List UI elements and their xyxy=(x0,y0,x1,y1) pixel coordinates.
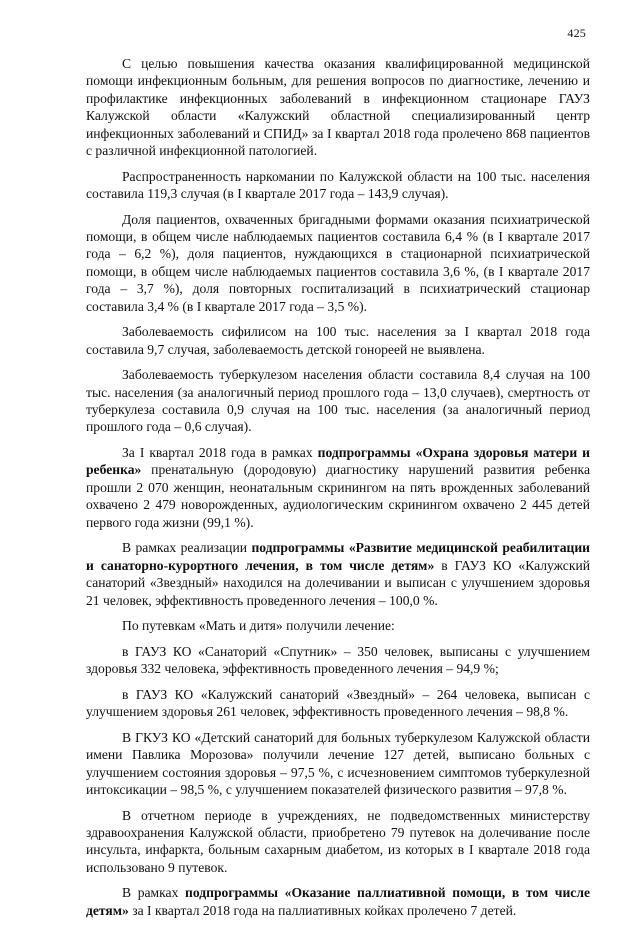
text-run: Распространенность наркомании по Калужской области на 100 тыс. населения составила 119,3 случая (в I квартале 2017 года – 143,9 случая). xyxy=(86,168,590,202)
paragraph xyxy=(86,884,590,919)
paragraph xyxy=(86,686,590,721)
bold-text-run: подпрограммы «Оказание паллиативной помощи, в том числе детям» xyxy=(86,885,591,918)
paragraph xyxy=(86,539,590,609)
paragraph xyxy=(86,729,590,799)
text-run: пренатальную (дородовую) диагностику нарушений развития ребенка прошли 2 070 женщин, неонатальным скринингом на пять врожденных заболеваний охвачено 2 479 новорожденных, аудиологическим скринингом охвачено 2 445 детей первого года жизни (99,1 %). xyxy=(86,462,590,530)
text-run: Доля пациентов, охваченных бригадными формами оказания психиатрической помощи, в общем числе наблюдаемых пациентов составила 6,4 % (в I квартале 2017 года – 6,2 %), доля пациентов, нуждающихся в стационарной психиатрической помощи, в общем числе наблюдаемых пациентов составила 3,6 %, (в I квартале 2017 года – 3,7 %), доля повторных госпитализаций в психиатрический стационар составила 3,4 % (в I квартале 2017 года – 3,5 %). xyxy=(86,211,590,314)
text-run: в ГАУЗ КО «Калужский санаторий «Звездный» – 264 человека, выписан с улучшением здоровья 261 человек, эффективность проведенного лечения – 98,8 %. xyxy=(86,686,590,720)
text-run: В рамках xyxy=(122,885,186,901)
text-run: В ГКУЗ КО «Детский санаторий для больных туберкулезом Калужской области имени Павлика Морозова» получили лечение 127 детей, выписано больных с улучшением состояния здоровья – 97,5 %, с исчезновением симптомов туберкулезной интоксикации – 98,5 %, с улучшением показателей физического развития – 97,8 %. xyxy=(86,729,590,797)
text-run: за I квартал 2018 года на паллиативных койках пролечено 7 детей. xyxy=(128,902,517,918)
paragraph xyxy=(86,643,590,678)
text-run: в ГАУЗ КО «Калужский санаторий «Звездный» находился на долечивании и выписан с улучшением здоровья 21 человек, эффективность проведенного лечения – 100,0 %. xyxy=(86,557,590,608)
paragraph xyxy=(86,617,590,634)
paragraph xyxy=(86,55,590,159)
document-body xyxy=(86,55,590,927)
text-run: В отчетном периоде в учреждениях, не подведомственных министерству здравоохранения Калужской области, приобретено 79 путевок на долечивание после инсульта, инфаркта, больным сахарным диабетом, из которых в I квартале 2018 года использовано 9 путевок. xyxy=(86,807,590,875)
paragraph xyxy=(86,168,590,203)
paragraph xyxy=(86,444,590,531)
text-run: в ГАУЗ КО «Санаторий «Спутник» – 350 человек, выписаны с улучшением здоровья 332 человека, эффективность проведенного лечения – 94,9 %; xyxy=(86,643,590,677)
paragraph xyxy=(86,211,590,315)
bold-text-run: подпрограммы «Развитие медицинской реабилитации и санаторно-курортного лечения, в том числе детям» xyxy=(86,540,590,573)
text-run: Заболеваемость сифилисом на 100 тыс. населения за I квартал 2018 года составила 9,7 случая, заболеваемость детской гонореей не выявлена. xyxy=(86,324,590,357)
text-run: В рамках реализации xyxy=(122,540,252,556)
paragraph xyxy=(86,366,590,436)
bold-text-run: подпрограммы «Охрана здоровья матери и ребенка» xyxy=(86,445,590,478)
paragraph xyxy=(86,323,590,358)
text-run: Заболеваемость туберкулезом населения области составила 8,4 случая на 100 тыс. населения (за аналогичный период прошлого года – 13,0 случаев), смертность от туберкулеза составила 0,9 случая на 100 тыс. населения (за аналогичный период прошлого года – 0,6 случая). xyxy=(86,367,590,435)
text-run: По путевкам «Мать и дитя» получили лечение: xyxy=(122,618,395,634)
text-run: С целью повышения качества оказания квалифицированной медицинской помощи инфекционным больным, для решения вопросов по диагностике, лечению и профилактике инфекционных заболеваний в инфекционном стационаре ГАУЗ Калужской области «Калужский областной специализированный центр инфекционных заболеваний и СПИД» за I квартал 2018 года пролечено 868 пациентов с различной инфекционной патологией. xyxy=(86,56,590,159)
paragraph xyxy=(86,807,590,877)
page-number: 425 xyxy=(567,26,586,40)
text-run: За I квартал 2018 года в рамках xyxy=(122,445,318,461)
